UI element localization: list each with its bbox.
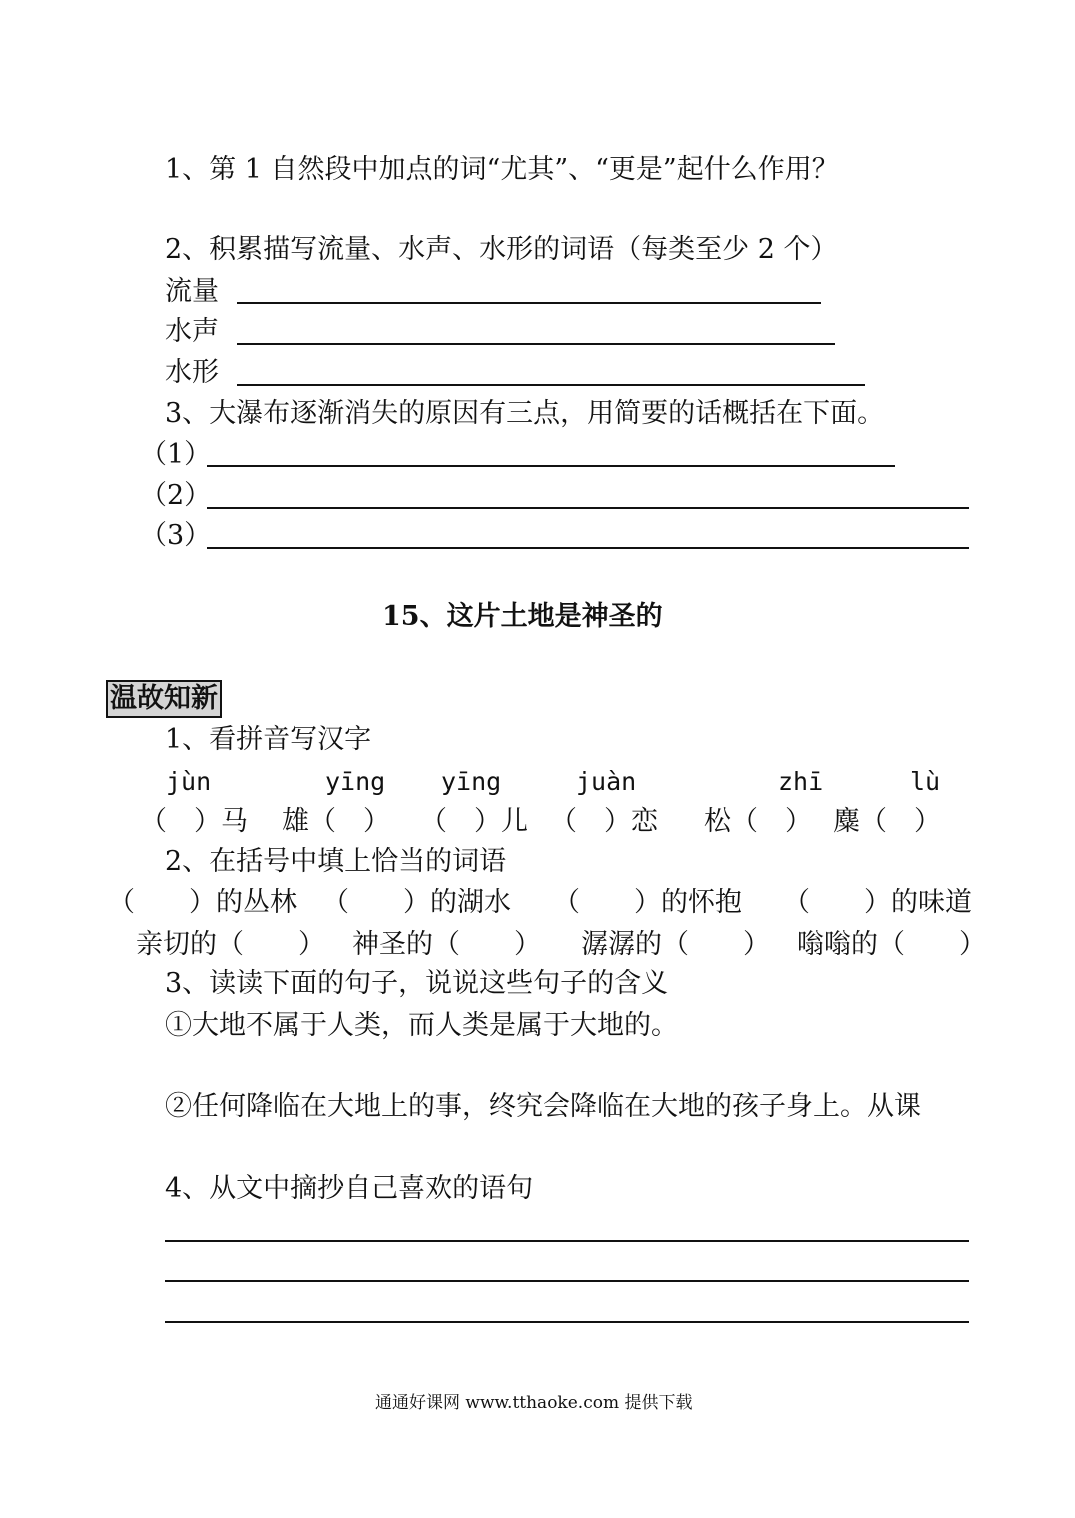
excerpt-line-3[interactable] — [165, 1321, 969, 1323]
label-shape: 水形 — [165, 357, 219, 388]
fill-blank-8[interactable]: 嗡嗡的（ ） — [797, 929, 986, 960]
fill-blank-1[interactable]: （ ）的丛林 — [108, 887, 297, 918]
answer-line-shape[interactable] — [237, 384, 865, 386]
question-3: 3、大瀑布逐渐消失的原因有三点，用简要的话概括在下面。 — [165, 398, 885, 429]
reason-1-line[interactable] — [207, 465, 895, 467]
answer-line-sound[interactable] — [237, 343, 835, 345]
reason-2-line[interactable] — [207, 507, 969, 509]
reason-3-label: （3） — [140, 520, 212, 551]
pinyin-1: jùn — [166, 767, 212, 796]
lesson-title: 15、这片土地是神圣的 — [382, 601, 663, 632]
section-badge: 温故知新 — [106, 680, 222, 718]
char-blank-1[interactable]: （ ）马 — [140, 806, 248, 837]
fill-blank-7[interactable]: 潺潺的（ ） — [581, 929, 770, 960]
reason-3-line[interactable] — [207, 547, 969, 549]
pinyin-3: yīng — [441, 767, 502, 796]
question-2: 2、积累描写流量、水声、水形的词语（每类至少 2 个） — [165, 234, 838, 265]
pinyin-6: lù — [910, 767, 941, 796]
char-blank-5[interactable]: 松（ ） — [704, 806, 812, 837]
pinyin-4: juàn — [576, 767, 637, 796]
fill-blank-4[interactable]: （ ）的味道 — [783, 887, 972, 918]
excerpt-line-1[interactable] — [165, 1240, 969, 1242]
page-footer: 通通好课网 www.tthaoke.com 提供下载 — [375, 1393, 693, 1413]
pinyin-2: yīng — [325, 767, 386, 796]
pinyin-5: zhī — [778, 767, 824, 796]
label-sound: 水声 — [165, 316, 219, 347]
fill-blank-3[interactable]: （ ）的怀抱 — [553, 887, 742, 918]
char-blank-4[interactable]: （ ）恋 — [550, 806, 658, 837]
reason-2-label: （2） — [140, 480, 212, 511]
fill-blank-6[interactable]: 神圣的（ ） — [352, 929, 541, 960]
question-1: 1、第 1 自然段中加点的词“尤其”、“更是”起什么作用？ — [165, 154, 839, 185]
char-blank-3[interactable]: （ ）儿 — [420, 806, 528, 837]
fill-blank-2[interactable]: （ ）的湖水 — [322, 887, 511, 918]
sentence-2: ②任何降临在大地上的事，终究会降临在大地的孩子身上。从课 — [165, 1091, 921, 1122]
answer-line-flow[interactable] — [237, 302, 821, 304]
sentence-1: ①大地不属于人类，而人类是属于大地的。 — [165, 1010, 678, 1041]
fill-question: 2、在括号中填上恰当的词语 — [165, 846, 507, 877]
char-blank-6[interactable]: 麋（ ） — [833, 806, 941, 837]
excerpt-line-2[interactable] — [165, 1280, 969, 1282]
sentence-question: 3、读读下面的句子，说说这些句子的含义 — [165, 968, 669, 999]
label-flow: 流量 — [165, 276, 219, 307]
pinyin-question: 1、看拼音写汉字 — [165, 724, 372, 755]
fill-blank-5[interactable]: 亲切的（ ） — [136, 929, 325, 960]
excerpt-question: 4、从文中摘抄自己喜欢的语句 — [165, 1173, 534, 1204]
char-blank-2[interactable]: 雄（ ） — [282, 806, 390, 837]
reason-1-label: （1） — [140, 439, 212, 470]
